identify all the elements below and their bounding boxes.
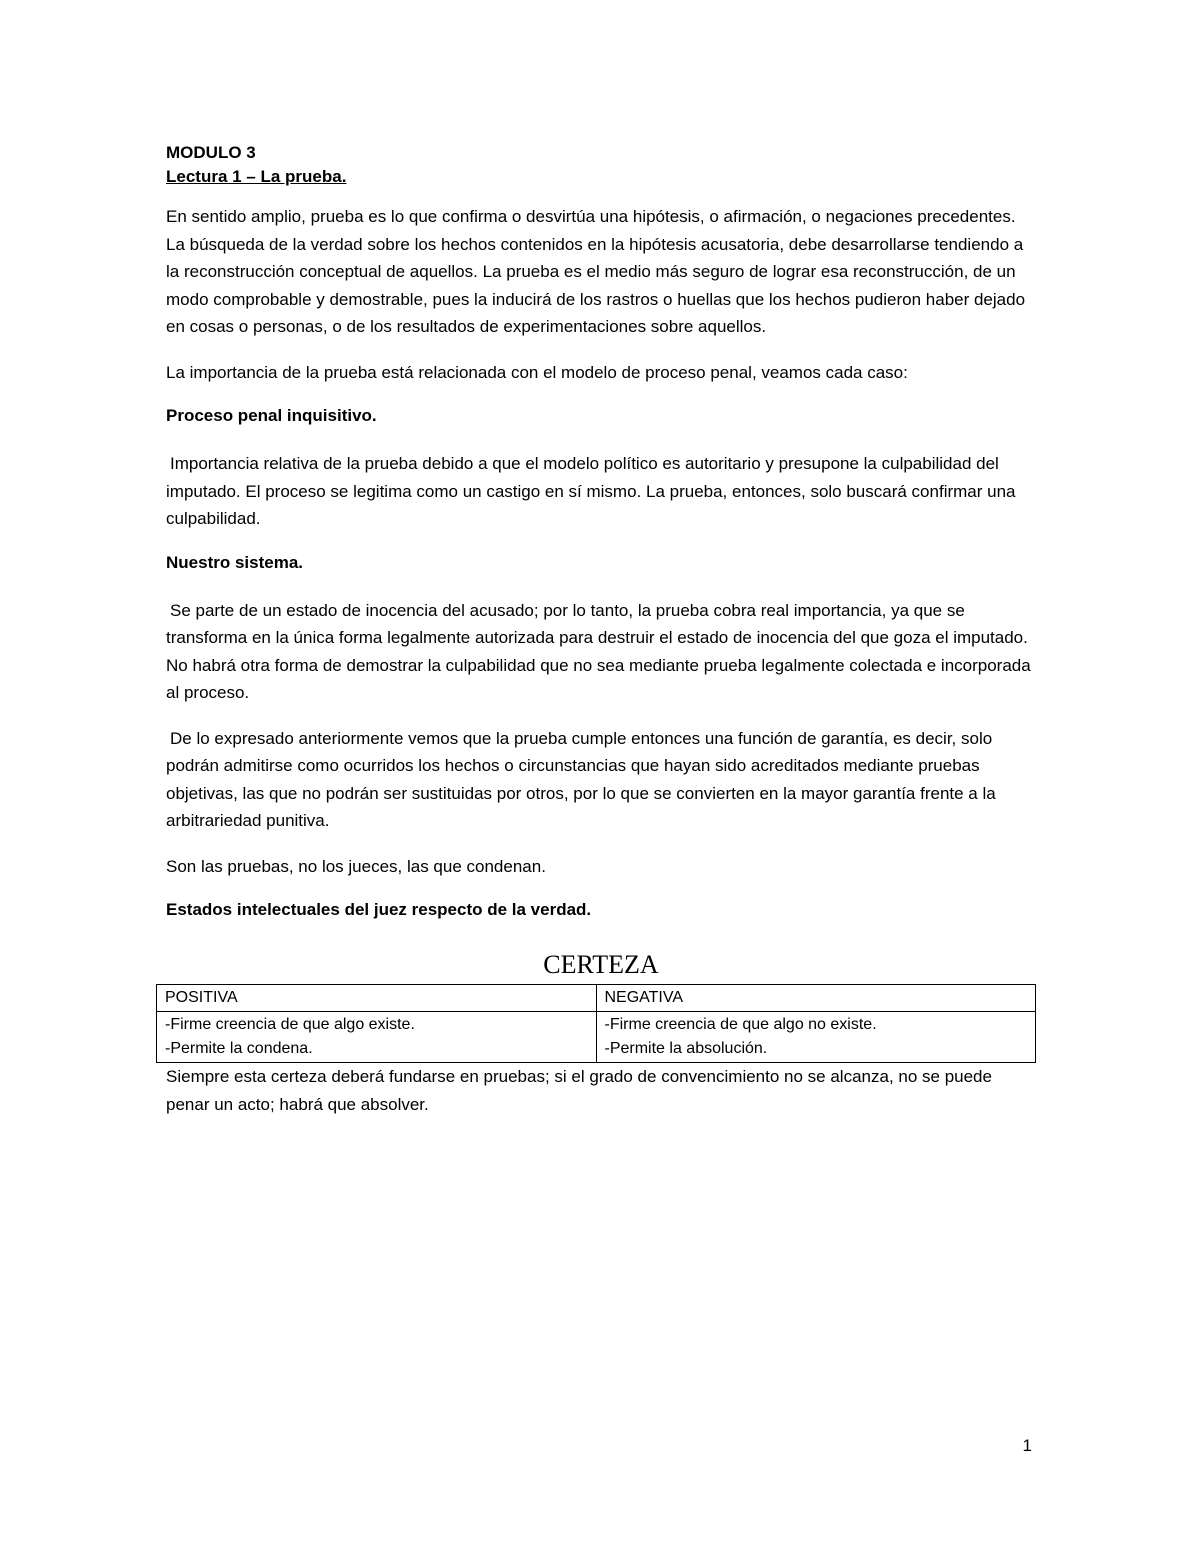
paragraph-6: Son las pruebas, no los jueces, las que condenan.: [166, 856, 546, 876]
paragraph-3: Importancia relativa de la prueba debido a que el modelo político es autoritario y presupone la culpabilidad del imputado. El proceso se legitima como un castigo en sí mismo. La prueba, entonces, solo buscará confirmar una culpabilidad.: [166, 454, 1016, 528]
negative-line-1: -Firme creencia de que algo no existe.: [604, 1016, 877, 1033]
positive-line-2: -Permite la condena.: [165, 1040, 313, 1057]
certainty-table: [156, 984, 1036, 1063]
table-header-row: [157, 985, 1036, 1012]
paragraph-5: De lo expresado anteriormente vemos que la prueba cumple entonces una función de garantía, es decir, solo podrán admitirse como ocurridos los hechos o circunstancias que hayan sido acreditados mediante pruebas objetivas, las que no podrán ser sustituidas por otros, por lo que se convierten en la mayor garantía frente a la arbitrariedad punitiva.: [166, 728, 996, 830]
lecture-title: Lectura 1 – La prueba.: [166, 167, 347, 186]
header-negative: NEGATIVA: [596, 985, 1036, 1012]
table-row: [157, 1012, 1036, 1063]
cell-positive: [157, 1012, 597, 1063]
heading-our-system: Nuestro sistema.: [166, 552, 303, 572]
negative-line-2: -Permite la absolución.: [604, 1040, 768, 1057]
paragraph-2: La importancia de la prueba está relacionada con el modelo de proceso penal, veamos cada caso:: [166, 362, 908, 382]
cell-negative: [596, 1012, 1036, 1063]
paragraph-4: Se parte de un estado de inocencia del acusado; por lo tanto, la prueba cobra real importancia, ya que se transforma en la única forma legalmente autorizada para destruir el estado de inocencia del que goza el imputado. No habrá otra forma de demostrar la culpabilidad que no sea mediante prueba legalmente colectada e incorporada al proceso.: [166, 600, 1031, 702]
page-number: 1: [1022, 1436, 1032, 1455]
positive-line-1: -Firme creencia de que algo existe.: [165, 1016, 415, 1033]
module-title: MODULO 3: [166, 143, 256, 162]
page-content: [166, 141, 1036, 1136]
paragraph-1: En sentido amplio, prueba es lo que confirma o desvirtúa una hipótesis, o afirmación, o negaciones precedentes. La búsqueda de la verdad sobre los hechos contenidos en la hipótesis acusatoria, debe desarrollarse tendiendo a la reconstrucción conceptual de aquellos. La prueba es el medio más seguro de lograr esa reconstrucción, de un modo comprobable y demostrable, pues la inducirá de los rastros o huellas que los hechos pudieron haber dejado en cosas o personas, o de los resultados de experimentaciones sobre aquellos.: [166, 207, 1026, 336]
heading-intellectual-states: Estados intelectuales del juez respecto de la verdad.: [166, 900, 592, 919]
table-title: CERTEZA: [543, 950, 659, 979]
heading-inquisitive: Proceso penal inquisitivo.: [166, 406, 377, 425]
paragraph-7: Siempre esta certeza deberá fundarse en pruebas; si el grado de convencimiento no se alcanza, no se puede penar un acto; habrá que absolver.: [166, 1067, 992, 1114]
header-positive: POSITIVA: [157, 985, 597, 1012]
